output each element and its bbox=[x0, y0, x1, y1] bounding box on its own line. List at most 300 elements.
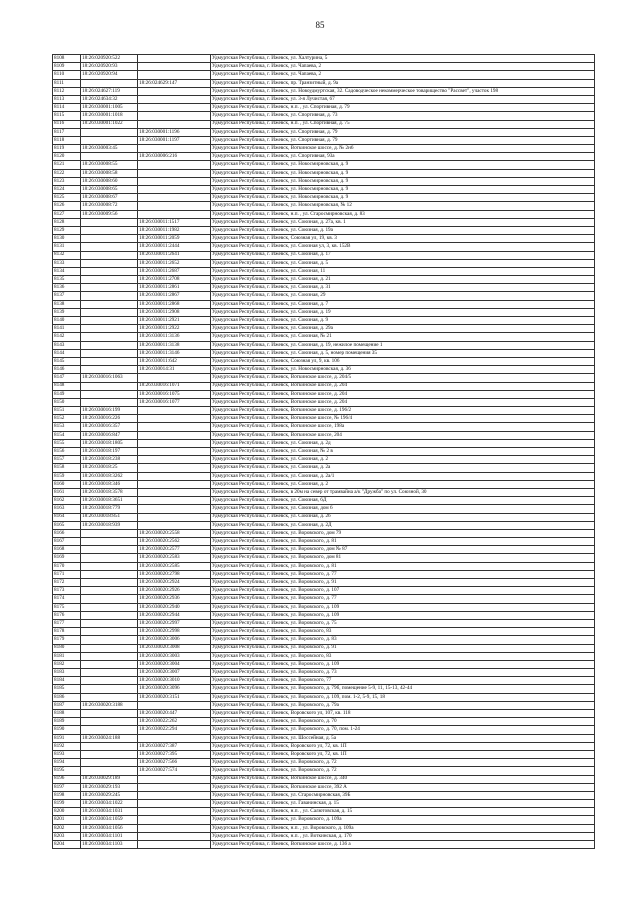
row-number-cell: 8163 bbox=[53, 505, 81, 513]
cadastral-number-cell bbox=[81, 677, 138, 685]
row-number-cell: 8136 bbox=[53, 284, 81, 292]
address-cell: Удмуртская Республика, г. Ижевск, ул. Союзная, д. 5, номер помещения 35 bbox=[211, 349, 595, 357]
cadastral-number-cell: 18:26:030024:188 bbox=[81, 734, 138, 742]
cadastral-number-cell: 18:26:030034:1059 bbox=[81, 816, 138, 824]
building-cadastral-number-cell: 18:26:030011:2921 bbox=[138, 317, 211, 325]
table-row bbox=[53, 841, 595, 849]
address-cell: Удмуртская Республика, г. Ижевск, ул. Союзная ул, 3, кв. 152В bbox=[211, 243, 595, 251]
table-row bbox=[53, 808, 595, 816]
table-row bbox=[53, 276, 595, 284]
table-row bbox=[53, 79, 595, 87]
building-cadastral-number-cell: 18:26:030022:262 bbox=[138, 718, 211, 726]
address-cell: Удмуртская Республика, г. Ижевск, ул. Союзная, д. 26 bbox=[211, 513, 595, 521]
address-cell: Удмуртская Республика, г. Ижевск, Воткинское шоссе, д. 136 а bbox=[211, 841, 595, 849]
cadastral-number-cell: 18:26:024627:119 bbox=[81, 87, 138, 95]
row-number-cell: 8131 bbox=[53, 243, 81, 251]
row-number-cell: 8196 bbox=[53, 775, 81, 783]
cadastral-number-cell bbox=[81, 636, 138, 644]
table-row bbox=[53, 570, 595, 578]
building-cadastral-number-cell: 18:26:030027:574 bbox=[138, 767, 211, 775]
cadastral-number-cell: 18:26:030008:67 bbox=[81, 194, 138, 202]
table-row bbox=[53, 538, 595, 546]
row-number-cell: 8154 bbox=[53, 431, 81, 439]
cadastral-number-cell: 18:26:030018:1805 bbox=[81, 439, 138, 447]
building-cadastral-number-cell bbox=[138, 824, 211, 832]
row-number-cell: 8151 bbox=[53, 407, 81, 415]
table-row bbox=[53, 349, 595, 357]
cadastral-number-cell bbox=[81, 570, 138, 578]
cadastral-number-cell: 18:26:030020:3188 bbox=[81, 701, 138, 709]
table-row bbox=[53, 341, 595, 349]
row-number-cell: 8179 bbox=[53, 636, 81, 644]
row-number-cell: 8115 bbox=[53, 112, 81, 120]
cadastral-number-cell: 18:26:030016:199 bbox=[81, 407, 138, 415]
row-number-cell: 8160 bbox=[53, 480, 81, 488]
row-number-cell: 8176 bbox=[53, 611, 81, 619]
building-cadastral-number-cell: 18:26:030020:2944 bbox=[138, 611, 211, 619]
address-cell: Удмуртская Республика, г. Ижевск, ул. Воровского, д. 77 bbox=[211, 570, 595, 578]
cadastral-number-cell bbox=[81, 767, 138, 775]
row-number-cell: 8150 bbox=[53, 398, 81, 406]
address-cell: Удмуртская Республика, г. Ижевск, ул. Воровского, 83 bbox=[211, 652, 595, 660]
building-cadastral-number-cell bbox=[138, 816, 211, 824]
row-number-cell: 8161 bbox=[53, 488, 81, 496]
table-row bbox=[53, 529, 595, 537]
address-cell: Удмуртская Республика, г. Ижевск, ул. Халтурина, 5 bbox=[211, 55, 595, 63]
row-number-cell: 8146 bbox=[53, 366, 81, 374]
table-row bbox=[53, 701, 595, 709]
table-row bbox=[53, 472, 595, 480]
address-cell: Удмуртская Республика, г. Ижевск, ул. Новосмирновская, д. 9 bbox=[211, 194, 595, 202]
address-cell: Удмуртская Республика, г. Ижевск, ул. Воровского, д. 109, пом. 1-2, 5-9, 15, 18 bbox=[211, 693, 595, 701]
address-cell: Удмуртская Республика, г. Ижевск, ул. Спортивная, д. 79 bbox=[211, 136, 595, 144]
row-number-cell: 8109 bbox=[53, 63, 81, 71]
cadastral-number-cell: 18:26:030008:72 bbox=[81, 202, 138, 210]
address-cell: Удмуртская Республика, г. Ижевск, ул. 3-я Лучистая, 67 bbox=[211, 95, 595, 103]
building-cadastral-number-cell bbox=[138, 800, 211, 808]
row-number-cell: 8201 bbox=[53, 816, 81, 824]
building-cadastral-number-cell: 18:26:030011:1982 bbox=[138, 226, 211, 234]
cadastral-number-cell bbox=[81, 579, 138, 587]
address-cell: Удмуртская Республика, г. Ижевск, ул. Союзная, д. 27а, кв. 1 bbox=[211, 218, 595, 226]
address-cell: Удмуртская Республика, г. Ижевск, ул. Союзная, д. 2д bbox=[211, 439, 595, 447]
row-number-cell: 8169 bbox=[53, 554, 81, 562]
row-number-cell: 8120 bbox=[53, 153, 81, 161]
address-cell: Удмуртская Республика, г. Ижевск, ул. Союзная, д. 9 bbox=[211, 317, 595, 325]
table-row bbox=[53, 112, 595, 120]
address-cell: Удмуртская Республика, г. Ижевск, ул. Новосмирновская, д. 36 bbox=[211, 366, 595, 374]
table-row bbox=[53, 128, 595, 136]
building-cadastral-number-cell: 18:26:030020:2577 bbox=[138, 546, 211, 554]
page-number: 85 bbox=[315, 20, 325, 30]
table-row bbox=[53, 202, 595, 210]
cadastral-number-cell bbox=[81, 595, 138, 603]
row-number-cell: 8202 bbox=[53, 824, 81, 832]
building-cadastral-number-cell bbox=[138, 210, 211, 218]
cadastral-number-cell: 18:26:030018:238 bbox=[81, 456, 138, 464]
building-cadastral-number-cell bbox=[138, 63, 211, 71]
table-row bbox=[53, 456, 595, 464]
cadastral-number-cell bbox=[81, 587, 138, 595]
building-cadastral-number-cell: 18:26:030001:1197 bbox=[138, 136, 211, 144]
address-cell: Удмуртская Республика, г. Ижевск, ул. Воровского, д. 72 bbox=[211, 767, 595, 775]
table-row bbox=[53, 177, 595, 185]
address-cell: Удмуртская Республика, г. Ижевск, Союзная ул, 9, кв. 106 bbox=[211, 357, 595, 365]
row-number-cell: 8197 bbox=[53, 783, 81, 791]
address-cell: Удмуртская Республика, г. Ижевск, ул. Союзная, 6Д bbox=[211, 497, 595, 505]
table-row bbox=[53, 644, 595, 652]
row-number-cell: 8204 bbox=[53, 841, 81, 849]
row-number-cell: 8111 bbox=[53, 79, 81, 87]
row-number-cell: 8156 bbox=[53, 448, 81, 456]
table-row bbox=[53, 357, 595, 365]
cadastral-number-cell bbox=[81, 554, 138, 562]
address-cell: Удмуртская Республика, г. Ижевск, н.п. , ул. Воткинская, д. 170 bbox=[211, 832, 595, 840]
building-cadastral-number-cell: 18:26:030020:2798 bbox=[138, 570, 211, 578]
row-number-cell: 8119 bbox=[53, 145, 81, 153]
building-cadastral-number-cell bbox=[138, 783, 211, 791]
address-cell: Удмуртская Республика, г. Ижевск, ул. Воровского, д. 72 bbox=[211, 759, 595, 767]
building-cadastral-number-cell bbox=[138, 186, 211, 194]
row-number-cell: 8180 bbox=[53, 644, 81, 652]
address-cell: Удмуртская Республика, г. Ижевск, ул. Союзная, д. 2а/1 bbox=[211, 472, 595, 480]
address-cell: Удмуртская Республика, г. Ижевск, ул. Воровского, д. 109 bbox=[211, 603, 595, 611]
building-cadastral-number-cell bbox=[138, 104, 211, 112]
building-cadastral-number-cell: 18:26:030027:387 bbox=[138, 742, 211, 750]
address-cell: Удмуртская Республика, г. Ижевск, ул. Воровского, д. 83 bbox=[211, 636, 595, 644]
row-number-cell: 8149 bbox=[53, 390, 81, 398]
row-number-cell: 8158 bbox=[53, 464, 81, 472]
building-cadastral-number-cell: 18:26:030020:3003 bbox=[138, 652, 211, 660]
row-number-cell: 8181 bbox=[53, 652, 81, 660]
address-cell: Удмуртская Республика, г. Ижевск, Воткинское шоссе, д. 204/5 bbox=[211, 374, 595, 382]
cadastral-number-cell bbox=[81, 357, 138, 365]
cadastral-number-cell bbox=[81, 611, 138, 619]
row-number-cell: 8186 bbox=[53, 693, 81, 701]
address-cell: Удмуртская Республика, г. Ижевск, ул. Союзная, д. 31 bbox=[211, 284, 595, 292]
address-cell: Удмуртская Республика, г. Ижевск, ул. Новосмирновская, д. 9 bbox=[211, 169, 595, 177]
cadastral-number-cell bbox=[81, 333, 138, 341]
cadastral-number-cell: 18:26:030018:346 bbox=[81, 480, 138, 488]
table-row bbox=[53, 284, 595, 292]
building-cadastral-number-cell: 18:26:030020:2924 bbox=[138, 579, 211, 587]
address-cell: Удмуртская Республика, г. Ижевск, Воткинское шоссе, д. 204 bbox=[211, 382, 595, 390]
cadastral-number-cell bbox=[81, 603, 138, 611]
building-cadastral-number-cell bbox=[138, 791, 211, 799]
building-cadastral-number-cell: 18:26:030014:31 bbox=[138, 366, 211, 374]
table-row bbox=[53, 480, 595, 488]
cadastral-number-cell bbox=[81, 669, 138, 677]
row-number-cell: 8184 bbox=[53, 677, 81, 685]
table-row bbox=[53, 71, 595, 79]
address-cell: Удмуртская Республика, г. Ижевск, Воровского ул, 107, кв. 118 bbox=[211, 710, 595, 718]
cadastral-number-cell: 18:26:030034:1101 bbox=[81, 832, 138, 840]
table-row bbox=[53, 120, 595, 128]
building-cadastral-number-cell: 18:26:030011:2652 bbox=[138, 259, 211, 267]
address-cell: Удмуртская Республика, г. Ижевск, ул. Союзная, № 21 bbox=[211, 333, 595, 341]
address-cell: Удмуртская Республика, г. Ижевск, Воровского ул, 72, кв. 1П bbox=[211, 750, 595, 758]
building-cadastral-number-cell: 18:26:030027:395 bbox=[138, 750, 211, 758]
building-cadastral-number-cell: 18:26:030011:2708 bbox=[138, 276, 211, 284]
row-number-cell: 8203 bbox=[53, 832, 81, 840]
cadastral-number-cell: 18:26:030018:851 bbox=[81, 513, 138, 521]
table-row bbox=[53, 464, 595, 472]
building-cadastral-number-cell bbox=[138, 497, 211, 505]
building-cadastral-number-cell: 18:26:030011:2861 bbox=[138, 284, 211, 292]
table-row bbox=[53, 218, 595, 226]
row-number-cell: 8145 bbox=[53, 357, 81, 365]
cadastral-number-cell: 18:26:030034:1103 bbox=[81, 841, 138, 849]
building-cadastral-number-cell bbox=[138, 71, 211, 79]
table-row bbox=[53, 210, 595, 218]
building-cadastral-number-cell bbox=[138, 423, 211, 431]
building-cadastral-number-cell bbox=[138, 480, 211, 488]
table-row bbox=[53, 750, 595, 758]
building-cadastral-number-cell bbox=[138, 439, 211, 447]
table-row bbox=[53, 767, 595, 775]
address-cell: Удмуртская Республика, г. Ижевск, н.п. , ул. Старосмирновская, д. 83 bbox=[211, 210, 595, 218]
row-number-cell: 8144 bbox=[53, 349, 81, 357]
table-row bbox=[53, 734, 595, 742]
cadastral-number-cell bbox=[81, 300, 138, 308]
address-cell: Удмуртская Республика, г. Ижевск, ул. Союзная, № 2 в bbox=[211, 448, 595, 456]
row-number-cell: 8187 bbox=[53, 701, 81, 709]
table-row bbox=[53, 636, 595, 644]
table-row bbox=[53, 292, 595, 300]
cadastral-number-cell: 18:26:030008:65 bbox=[81, 186, 138, 194]
table-row bbox=[53, 587, 595, 595]
table-row bbox=[53, 251, 595, 259]
row-number-cell: 8162 bbox=[53, 497, 81, 505]
table-row bbox=[53, 423, 595, 431]
row-number-cell: 8190 bbox=[53, 726, 81, 734]
address-cell: Удмуртская Республика, г. Ижевск, ул. Воровского, д. 91 bbox=[211, 644, 595, 652]
table-row bbox=[53, 710, 595, 718]
row-number-cell: 8194 bbox=[53, 759, 81, 767]
cadastral-number-cell: 18:26:030018:25 bbox=[81, 464, 138, 472]
table-row bbox=[53, 685, 595, 693]
cadastral-number-cell bbox=[81, 284, 138, 292]
table-row bbox=[53, 554, 595, 562]
row-number-cell: 8124 bbox=[53, 186, 81, 194]
address-cell: Удмуртская Республика, г. Ижевск, ул. Союзная, д. 19, нежилое помещение 1 bbox=[211, 341, 595, 349]
building-cadastral-number-cell: 18:26:030011:3146 bbox=[138, 349, 211, 357]
table-row bbox=[53, 669, 595, 677]
table-row bbox=[53, 63, 595, 71]
address-cell: Удмуртская Республика, г. Ижевск, ул. Новосмирновская, д. 9 bbox=[211, 186, 595, 194]
table-row bbox=[53, 145, 595, 153]
row-number-cell: 8127 bbox=[53, 210, 81, 218]
table-row bbox=[53, 595, 595, 603]
building-cadastral-number-cell: 18:26:030020:3096 bbox=[138, 685, 211, 693]
row-number-cell: 8125 bbox=[53, 194, 81, 202]
cadastral-number-cell: 18:26:030009:56 bbox=[81, 210, 138, 218]
cadastral-number-cell: 18:26:020920:94 bbox=[81, 71, 138, 79]
cadastral-number-cell bbox=[81, 759, 138, 767]
cadastral-number-cell bbox=[81, 619, 138, 627]
building-cadastral-number-cell: 18:26:030020:3008 bbox=[138, 644, 211, 652]
row-number-cell: 8191 bbox=[53, 734, 81, 742]
cadastral-number-cell bbox=[81, 128, 138, 136]
building-cadastral-number-cell bbox=[138, 448, 211, 456]
building-cadastral-number-cell: 18:26:030020:2558 bbox=[138, 529, 211, 537]
building-cadastral-number-cell: 18:26:030020:2562 bbox=[138, 538, 211, 546]
table-row bbox=[53, 783, 595, 791]
table-row bbox=[53, 374, 595, 382]
row-number-cell: 8159 bbox=[53, 472, 81, 480]
address-cell: Удмуртская Республика, г. Ижевск, ул. Шоссейная, д. 5а bbox=[211, 734, 595, 742]
cadastral-number-cell bbox=[81, 251, 138, 259]
address-cell: Удмуртская Республика, г. Ижевск, н.п. , ул. Салютовская, д. 15 bbox=[211, 808, 595, 816]
row-number-cell: 8141 bbox=[53, 325, 81, 333]
building-cadastral-number-cell bbox=[138, 55, 211, 63]
building-cadastral-number-cell bbox=[138, 177, 211, 185]
table-row bbox=[53, 390, 595, 398]
address-cell: Удмуртская Республика, г. Ижевск, в 20м на север от трамвайна а/к "Дружба" по ул. Союзной, 30 bbox=[211, 488, 595, 496]
row-number-cell: 8152 bbox=[53, 415, 81, 423]
building-cadastral-number-cell bbox=[138, 841, 211, 849]
building-cadastral-number-cell: 18:26:030011:642 bbox=[138, 357, 211, 365]
table-row bbox=[53, 169, 595, 177]
row-number-cell: 8147 bbox=[53, 374, 81, 382]
address-cell: Удмуртская Республика, г. Ижевск, ул. Союзная, д. 5 bbox=[211, 259, 595, 267]
register-table-body bbox=[53, 55, 595, 849]
table-row bbox=[53, 718, 595, 726]
row-number-cell: 8157 bbox=[53, 456, 81, 464]
table-row bbox=[53, 652, 595, 660]
address-cell: Удмуртская Республика, г. Ижевск, ул. Воровского, д. 109 bbox=[211, 660, 595, 668]
cadastral-number-cell: 18:26:024634:32 bbox=[81, 95, 138, 103]
row-number-cell: 8137 bbox=[53, 292, 81, 300]
building-cadastral-number-cell: 18:26:030011:3138 bbox=[138, 341, 211, 349]
address-cell: Удмуртская Республика, г. Ижевск, Воткинское шоссе, 204 bbox=[211, 431, 595, 439]
cadastral-number-cell: 18:26:030016:1063 bbox=[81, 374, 138, 382]
cadastral-number-cell bbox=[81, 317, 138, 325]
building-cadastral-number-cell bbox=[138, 95, 211, 103]
cadastral-number-cell: 18:26:030003:45 bbox=[81, 145, 138, 153]
address-cell: Удмуртская Республика, г. Ижевск, ул. Воровского, д. 79а bbox=[211, 701, 595, 709]
cadastral-number-cell: 18:26:030018:3578 bbox=[81, 488, 138, 496]
row-number-cell: 8128 bbox=[53, 218, 81, 226]
row-number-cell: 8123 bbox=[53, 177, 81, 185]
address-cell: Удмуртская Республика, г. Ижевск, ул. Чапаева, 2 bbox=[211, 63, 595, 71]
row-number-cell: 8167 bbox=[53, 538, 81, 546]
row-number-cell: 8113 bbox=[53, 95, 81, 103]
building-cadastral-number-cell: 18:26:030016:1075 bbox=[138, 390, 211, 398]
cadastral-number-cell: 18:26:030029:189 bbox=[81, 775, 138, 783]
address-cell: Удмуртская Республика, г. Ижевск, Союзная ул, 19, кв. 3 bbox=[211, 235, 595, 243]
address-cell: Удмуртская Республика, г. Ижевск, ул. Союзная, д. 17 bbox=[211, 251, 595, 259]
building-cadastral-number-cell: 18:26:030020:2997 bbox=[138, 619, 211, 627]
address-cell: Удмуртская Республика, г. Ижевск, ул. Воровского, 77 bbox=[211, 677, 595, 685]
table-row bbox=[53, 194, 595, 202]
table-row bbox=[53, 317, 595, 325]
row-number-cell: 8122 bbox=[53, 169, 81, 177]
row-number-cell: 8133 bbox=[53, 259, 81, 267]
building-cadastral-number-cell bbox=[138, 161, 211, 169]
table-row bbox=[53, 87, 595, 95]
table-row bbox=[53, 259, 595, 267]
cadastral-number-cell bbox=[81, 390, 138, 398]
building-cadastral-number-cell bbox=[138, 112, 211, 120]
address-cell: Удмуртская Республика, г. Ижевск, ул. Союзная, д. 2 bbox=[211, 456, 595, 464]
building-cadastral-number-cell bbox=[138, 415, 211, 423]
building-cadastral-number-cell: 18:26:030011:2444 bbox=[138, 243, 211, 251]
address-cell: Удмуртская Республика, г. Ижевск, ул. Союзная, д. 19а bbox=[211, 226, 595, 234]
building-cadastral-number-cell: 18:26:030020:2583 bbox=[138, 554, 211, 562]
row-number-cell: 8189 bbox=[53, 718, 81, 726]
row-number-cell: 8143 bbox=[53, 341, 81, 349]
table-row bbox=[53, 579, 595, 587]
cadastral-number-cell: 18:26:030008:60 bbox=[81, 177, 138, 185]
address-cell: Удмуртская Республика, г. Ижевск, ул. Воровского, дом № 87 bbox=[211, 546, 595, 554]
address-cell: Удмуртская Республика, г. Ижевск, ул. Союзная, д. 2а bbox=[211, 464, 595, 472]
address-cell: Удмуртская Республика, г. Ижевск, ул. Воровского, д. 109а bbox=[211, 816, 595, 824]
address-cell: Удмуртская Республика, г. Ижевск, ул. Союзная, 11 bbox=[211, 267, 595, 275]
cadastral-number-cell: 18:26:030034:1031 bbox=[81, 808, 138, 816]
building-cadastral-number-cell bbox=[138, 120, 211, 128]
row-number-cell: 8200 bbox=[53, 808, 81, 816]
cadastral-number-cell: 18:26:030001:1022 bbox=[81, 120, 138, 128]
table-row bbox=[53, 791, 595, 799]
building-cadastral-number-cell bbox=[138, 832, 211, 840]
row-number-cell: 8178 bbox=[53, 628, 81, 636]
row-number-cell: 8153 bbox=[53, 423, 81, 431]
cadastral-number-cell: 18:26:030029:193 bbox=[81, 783, 138, 791]
row-number-cell: 8170 bbox=[53, 562, 81, 570]
row-number-cell: 8183 bbox=[53, 669, 81, 677]
table-row bbox=[53, 407, 595, 415]
building-cadastral-number-cell bbox=[138, 194, 211, 202]
address-cell: Удмуртская Республика, г. Ижевск, ул. Союзная, д. 21 bbox=[211, 276, 595, 284]
cadastral-number-cell bbox=[81, 292, 138, 300]
building-cadastral-number-cell: 18:26:030020:2585 bbox=[138, 562, 211, 570]
row-number-cell: 8195 bbox=[53, 767, 81, 775]
table-row bbox=[53, 382, 595, 390]
building-cadastral-number-cell: 18:26:030011:2687 bbox=[138, 267, 211, 275]
table-row bbox=[53, 742, 595, 750]
row-number-cell: 8118 bbox=[53, 136, 81, 144]
row-number-cell: 8130 bbox=[53, 235, 81, 243]
table-row bbox=[53, 226, 595, 234]
address-cell: Удмуртская Республика, г. Ижевск, ул. Союзная, д. 2Д bbox=[211, 521, 595, 529]
cadastral-number-cell: 18:26:020920:93 bbox=[81, 63, 138, 71]
table-row bbox=[53, 816, 595, 824]
row-number-cell: 8140 bbox=[53, 317, 81, 325]
address-cell: Удмуртская Республика, г. Ижевск, Воткинское шоссе, д. 196/2 bbox=[211, 407, 595, 415]
address-cell: Удмуртская Республика, г. Ижевск, ул. Воровского, д. 109 bbox=[211, 611, 595, 619]
table-row bbox=[53, 136, 595, 144]
address-cell: Удмуртская Республика, г. Ижевск, ул. Новосмирновская, д. 9 bbox=[211, 177, 595, 185]
cadastral-number-cell bbox=[81, 325, 138, 333]
cadastral-number-cell: 18:26:030016:357 bbox=[81, 423, 138, 431]
row-number-cell: 8138 bbox=[53, 300, 81, 308]
table-row bbox=[53, 775, 595, 783]
row-number-cell: 8192 bbox=[53, 742, 81, 750]
cadastral-number-cell bbox=[81, 718, 138, 726]
row-number-cell: 8108 bbox=[53, 55, 81, 63]
address-cell: Удмуртская Республика, г. Ижевск, ул. Воровского, д. 73 bbox=[211, 669, 595, 677]
table-row bbox=[53, 431, 595, 439]
cadastral-number-cell: 18:26:030016:847 bbox=[81, 431, 138, 439]
row-number-cell: 8110 bbox=[53, 71, 81, 79]
building-cadastral-number-cell: 18:26:030020:447 bbox=[138, 710, 211, 718]
cadastral-number-cell bbox=[81, 644, 138, 652]
building-cadastral-number-cell bbox=[138, 521, 211, 529]
building-cadastral-number-cell: 18:26:030011:2867 bbox=[138, 292, 211, 300]
cadastral-number-cell bbox=[81, 710, 138, 718]
cadastral-number-cell bbox=[81, 366, 138, 374]
